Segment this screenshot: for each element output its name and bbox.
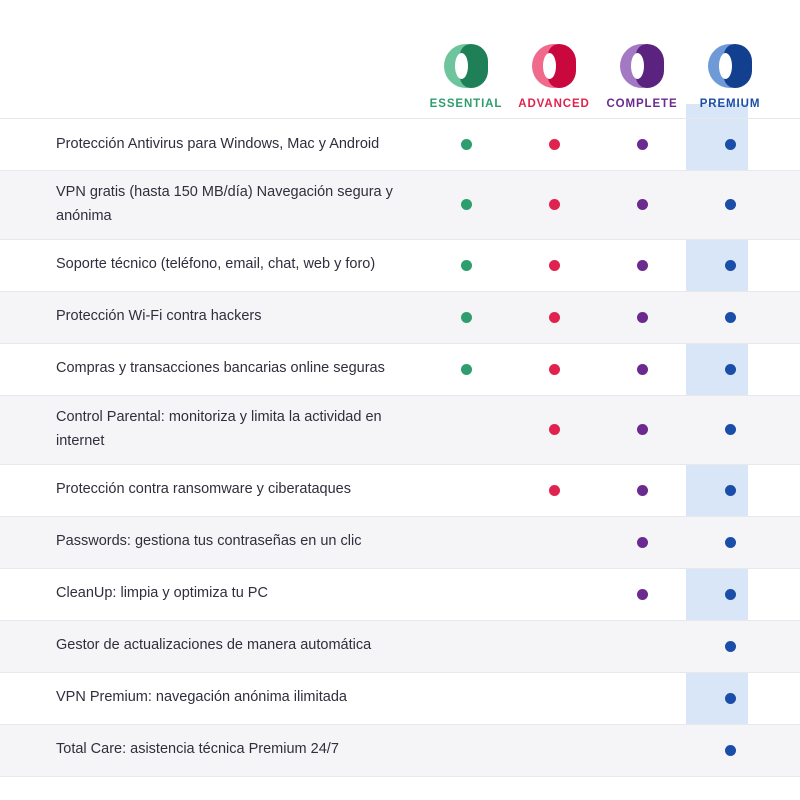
table-row <box>0 396 800 465</box>
table-header <box>0 0 800 118</box>
cell-essential <box>422 396 510 464</box>
table-row <box>0 517 800 569</box>
plan-name-label: ADVANCED <box>518 98 590 110</box>
cell-premium <box>686 621 774 672</box>
plan-name-label: COMPLETE <box>606 98 678 110</box>
included-dot-icon <box>725 312 736 323</box>
cell-complete <box>598 171 686 239</box>
included-dot-icon <box>725 589 736 600</box>
cell-complete <box>598 465 686 516</box>
included-dot-icon <box>549 364 560 375</box>
included-dot-icon <box>549 260 560 271</box>
included-dot-icon <box>725 139 736 150</box>
plan-column-advanced <box>510 44 598 118</box>
plan-column-complete <box>598 44 686 118</box>
cell-complete <box>598 673 686 724</box>
included-dot-icon <box>637 424 648 435</box>
cell-premium <box>686 344 774 395</box>
cell-advanced <box>510 240 598 291</box>
cell-complete <box>598 344 686 395</box>
plan-column-premium <box>686 44 774 118</box>
cell-advanced <box>510 569 598 620</box>
cell-premium <box>686 171 774 239</box>
included-dot-icon <box>725 537 736 548</box>
included-dot-icon <box>725 260 736 271</box>
table-row <box>0 725 800 777</box>
cell-advanced <box>510 517 598 568</box>
cell-advanced <box>510 621 598 672</box>
table-row <box>0 292 800 344</box>
cell-advanced <box>510 396 598 464</box>
included-dot-icon <box>461 260 472 271</box>
cell-essential <box>422 171 510 239</box>
cell-complete <box>598 517 686 568</box>
cell-essential <box>422 240 510 291</box>
table-row <box>0 240 800 292</box>
table-row <box>0 119 800 171</box>
included-dot-icon <box>725 485 736 496</box>
cell-premium <box>686 673 774 724</box>
cell-premium <box>686 465 774 516</box>
cell-premium <box>686 240 774 291</box>
feature-label: CleanUp: limpia y optimiza tu PC <box>56 585 268 602</box>
cell-advanced <box>510 673 598 724</box>
included-dot-icon <box>725 364 736 375</box>
included-dot-icon <box>637 589 648 600</box>
table-row <box>0 171 800 240</box>
cell-advanced <box>510 292 598 343</box>
feature-label: Total Care: asistencia técnica Premium 24/7 <box>56 741 339 758</box>
plan-column-essential <box>422 44 510 118</box>
feature-label: Protección Antivirus para Windows, Mac y Android <box>56 135 380 152</box>
included-dot-icon <box>725 199 736 210</box>
cell-essential <box>422 465 510 516</box>
plan-name-label: PREMIUM <box>699 98 761 110</box>
cell-essential <box>422 517 510 568</box>
cell-advanced <box>510 344 598 395</box>
cell-essential <box>422 569 510 620</box>
cell-premium <box>686 292 774 343</box>
included-dot-icon <box>549 139 560 150</box>
brand-logo-icon <box>532 44 576 88</box>
table-row <box>0 465 800 517</box>
brand-logo-icon <box>444 44 488 88</box>
feature-label: VPN gratis (hasta 150 MB/día) Navegación segura y anónima <box>56 184 393 224</box>
plan-name-label: ESSENTIAL <box>429 98 503 110</box>
cell-essential <box>422 344 510 395</box>
feature-label: Passwords: gestiona tus contraseñas en un clic <box>56 533 362 550</box>
cell-premium <box>686 119 774 170</box>
included-dot-icon <box>637 485 648 496</box>
feature-label: Gestor de actualizaciones de manera automática <box>56 637 372 654</box>
feature-label: VPN Premium: navegación anónima ilimitada <box>56 689 347 706</box>
feature-label: Protección contra ransomware y ciberataques <box>56 481 351 498</box>
cell-essential <box>422 292 510 343</box>
feature-label: Compras y transacciones bancarias online seguras <box>56 360 385 377</box>
cell-advanced <box>510 465 598 516</box>
cell-premium <box>686 396 774 464</box>
table-row <box>0 621 800 673</box>
cell-complete <box>598 396 686 464</box>
cell-complete <box>598 240 686 291</box>
included-dot-icon <box>637 312 648 323</box>
included-dot-icon <box>725 424 736 435</box>
table-row <box>0 569 800 621</box>
table-row <box>0 344 800 396</box>
included-dot-icon <box>461 139 472 150</box>
included-dot-icon <box>725 641 736 652</box>
feature-label: Soporte técnico (teléfono, email, chat, web y foro) <box>56 256 376 273</box>
included-dot-icon <box>725 693 736 704</box>
brand-logo-icon <box>620 44 664 88</box>
cell-essential <box>422 725 510 776</box>
included-dot-icon <box>637 139 648 150</box>
cell-advanced <box>510 725 598 776</box>
included-dot-icon <box>461 199 472 210</box>
cell-advanced <box>510 119 598 170</box>
cell-essential <box>422 673 510 724</box>
brand-logo-icon <box>708 44 752 88</box>
cell-complete <box>598 569 686 620</box>
feature-label: Control Parental: monitoriza y limita la actividad en internet <box>56 408 382 449</box>
cell-premium <box>686 517 774 568</box>
included-dot-icon <box>549 485 560 496</box>
included-dot-icon <box>637 199 648 210</box>
feature-rows <box>0 118 800 777</box>
cell-complete <box>598 725 686 776</box>
cell-complete <box>598 621 686 672</box>
feature-label: Protección Wi-Fi contra hackers <box>56 308 262 325</box>
cell-advanced <box>510 171 598 239</box>
included-dot-icon <box>637 364 648 375</box>
included-dot-icon <box>549 424 560 435</box>
included-dot-icon <box>725 745 736 756</box>
cell-premium <box>686 569 774 620</box>
included-dot-icon <box>549 199 560 210</box>
cell-essential <box>422 119 510 170</box>
included-dot-icon <box>549 312 560 323</box>
included-dot-icon <box>461 312 472 323</box>
cell-complete <box>598 119 686 170</box>
cell-complete <box>598 292 686 343</box>
cell-essential <box>422 621 510 672</box>
included-dot-icon <box>637 537 648 548</box>
cell-premium <box>686 725 774 776</box>
included-dot-icon <box>461 364 472 375</box>
included-dot-icon <box>637 260 648 271</box>
table-row <box>0 673 800 725</box>
